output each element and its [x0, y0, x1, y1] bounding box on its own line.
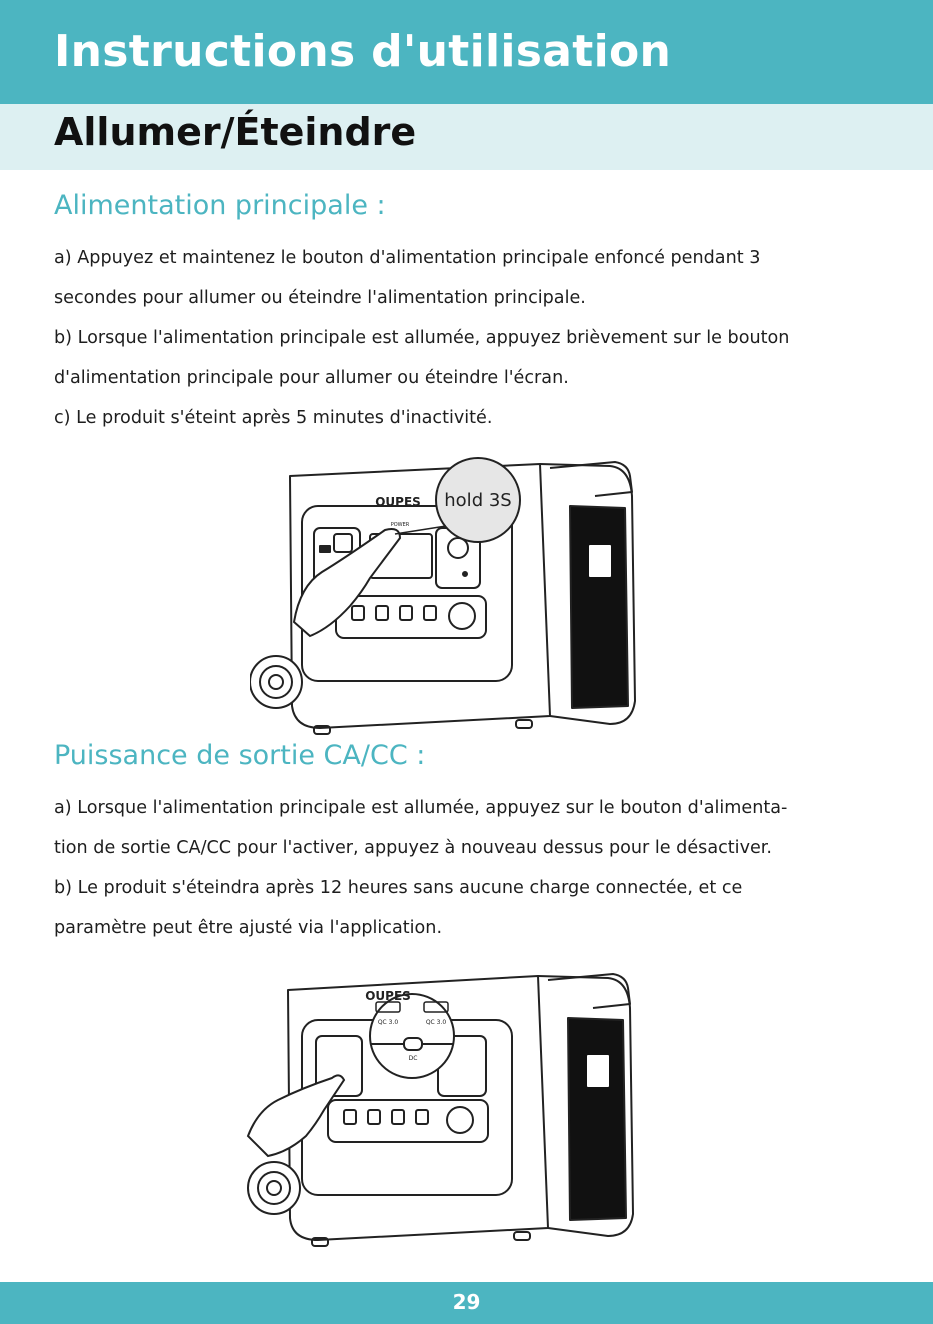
power-button-label: POWER: [390, 522, 410, 528]
brand-logo: OUPES: [365, 989, 411, 1003]
section-heading: Allumer/Éteindre: [54, 110, 417, 154]
port-label-left: QC 3.0: [377, 1019, 399, 1026]
port-label-right: QC 3.0: [425, 1019, 447, 1026]
callout-label: hold 3S: [444, 490, 512, 511]
text-line: b) Le produit s'éteindra après 12 heures sans aucune charge connectée, et ce: [54, 878, 743, 898]
page-title: Instructions d'utilisation: [54, 26, 672, 77]
text-line: paramètre peut être ajusté via l'application.: [54, 918, 443, 938]
zoom-callout: [370, 994, 454, 1078]
brand-logo: OUPES: [375, 495, 421, 509]
text-line: a) Appuyez et maintenez le bouton d'alimentation principale enfoncé pendant 3: [54, 248, 761, 268]
section-title-ac-dc-output: Puissance de sortie CA/CC :: [54, 740, 426, 771]
power-station-illustration-1: [250, 446, 650, 742]
power-station-illustration-2: [228, 960, 648, 1256]
section-title-main-power: Alimentation principale :: [54, 190, 386, 221]
instructions-main-power: [54, 238, 894, 438]
text-line: b) Lorsque l'alimentation principale est allumée, appuyez brièvement sur le bouton: [54, 328, 790, 348]
page-number: 29: [452, 1290, 481, 1314]
dc-button-label: DC: [408, 1055, 418, 1062]
text-line: tion de sortie CA/CC pour l'activer, appuyez à nouveau dessus pour le désactiver.: [54, 838, 773, 858]
text-line: secondes pour allumer ou éteindre l'alimentation principale.: [54, 288, 586, 308]
text-line: c) Le produit s'éteint après 5 minutes d'inactivité.: [54, 408, 493, 428]
instructions-ac-dc-output: [54, 788, 894, 948]
text-line: d'alimentation principale pour allumer ou éteindre l'écran.: [54, 368, 569, 388]
text-line: a) Lorsque l'alimentation principale est allumée, appuyez sur le bouton d'alimenta-: [54, 798, 788, 818]
